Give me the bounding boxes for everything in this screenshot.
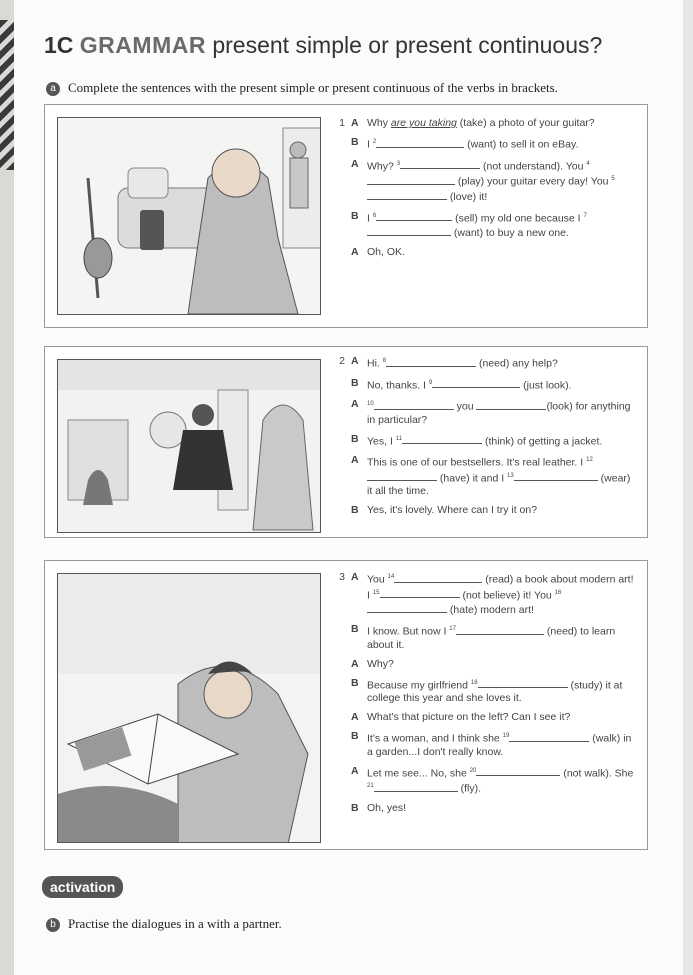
exercise-b-badge: b <box>46 918 60 932</box>
line-text: (read) a book about modern art! I <box>367 573 634 601</box>
gap-number: 13 <box>507 472 514 479</box>
answer-blank[interactable] <box>376 210 452 221</box>
answer-blank[interactable] <box>400 158 480 169</box>
gap-number: 7 <box>583 212 587 219</box>
topic-title: present simple or present continuous? <box>212 32 603 58</box>
line-text: (hate) modern art! <box>447 604 534 616</box>
dialogue-line <box>335 377 635 393</box>
line-text: (love) it! <box>447 190 488 203</box>
exercise-b-instruction <box>46 916 282 932</box>
dialogue-line <box>335 571 635 617</box>
line-text: Oh, yes! <box>367 801 407 814</box>
line-text: (fly). <box>457 782 482 795</box>
edge-stripes <box>0 20 14 170</box>
speaker-label: B <box>351 504 359 516</box>
answer-blank[interactable] <box>476 765 560 776</box>
gap-number: 6 <box>372 212 377 219</box>
line-text: I <box>367 212 373 224</box>
answer-blank[interactable] <box>367 470 437 481</box>
dialogue-line <box>335 117 635 130</box>
answer-blank[interactable] <box>509 731 589 742</box>
line-text: (play) your guitar every day! You <box>455 175 612 188</box>
speaker-label: A <box>351 398 359 410</box>
page-title <box>44 32 602 59</box>
section-label: GRAMMAR <box>79 32 206 58</box>
line-text: (wear) it all the time. <box>367 472 631 497</box>
gap-number: 5 <box>611 176 615 182</box>
speaker-label: A <box>351 355 359 367</box>
example-answer: are you taking <box>390 117 457 129</box>
speaker-label: A <box>351 711 359 723</box>
line-text: (look) for anything in particular? <box>367 400 631 426</box>
speaker-label: B <box>351 730 359 742</box>
gap-number: 3 <box>396 160 401 167</box>
dialogue-1-illustration <box>57 117 321 315</box>
speaker-label: B <box>351 432 359 445</box>
dialogue-1-box <box>44 104 648 328</box>
gap-number: 14 <box>387 574 395 580</box>
line-text: (have) it and I <box>437 472 508 484</box>
dialogue-line <box>335 623 635 652</box>
gap-number: 18 <box>470 679 478 686</box>
speaker-label: B <box>351 623 359 635</box>
gap-number: 10 <box>367 401 374 407</box>
gap-number: 8 <box>382 358 387 364</box>
dialogue-3-box <box>44 560 648 850</box>
dialogue-line <box>335 136 635 152</box>
speaker-label: A <box>351 117 359 129</box>
line-text: What's that picture on the left? Can I see it? <box>367 711 571 723</box>
dialogue-line <box>335 677 635 706</box>
answer-blank[interactable] <box>432 377 520 388</box>
line-text: (think) of getting a jacket. <box>482 435 603 447</box>
gap-number: 17 <box>449 626 456 632</box>
dialogue-line <box>335 802 635 815</box>
speaker-label: B <box>351 801 359 814</box>
answer-blank[interactable] <box>374 781 458 792</box>
dialogue-number: 2 <box>339 355 345 367</box>
speaker-label: B <box>351 209 359 222</box>
line-text: It's a woman, and I think she <box>367 732 503 745</box>
unit-number: 1C <box>44 32 74 58</box>
gap-number: 9 <box>428 379 433 386</box>
line-text: Oh, OK. <box>367 246 405 258</box>
answer-blank[interactable] <box>456 624 544 635</box>
dialogue-line <box>335 711 635 724</box>
exercise-a-text: Complete the sentences with the present simple or present continuous of the verbs in brackets. <box>68 80 558 95</box>
speaker-label: B <box>351 136 359 148</box>
line-text: Let me see... No, she <box>367 767 470 779</box>
line-text: Why? <box>367 657 394 670</box>
answer-blank[interactable] <box>374 399 454 410</box>
answer-blank[interactable] <box>478 677 568 688</box>
gap-number: 15 <box>372 589 380 596</box>
dialogue-line <box>335 504 635 517</box>
dialogue-line <box>335 246 635 259</box>
line-text: No, thanks. I <box>367 379 429 391</box>
dialogue-1-text <box>335 117 635 259</box>
line-text: (need) to learn about it. <box>367 625 616 651</box>
line-text: I know. But now I <box>367 625 450 638</box>
gap-number: 20 <box>469 767 477 774</box>
gap-number: 19 <box>502 733 510 739</box>
answer-blank[interactable] <box>514 470 598 481</box>
answer-blank[interactable] <box>380 587 460 598</box>
dialogue-3-text <box>335 571 635 815</box>
line-text: (need) any help? <box>476 357 558 370</box>
exercise-a-instruction <box>46 80 558 96</box>
line-text: (sell) my old one because I <box>452 212 584 224</box>
speaker-label: B <box>351 376 359 389</box>
dialogue-line <box>335 398 635 427</box>
dialogue-number: 3 <box>339 571 345 583</box>
line-text: (take) a photo of your guitar? <box>456 117 595 129</box>
dialogue-line <box>335 730 635 759</box>
line-text: (study) it at college this year and she loves it. <box>367 679 623 704</box>
speaker-label: A <box>351 157 359 170</box>
exercise-a-badge: a <box>46 82 60 96</box>
dialogue-line <box>335 433 635 449</box>
answer-blank[interactable] <box>386 356 476 367</box>
dialogue-2-text <box>335 355 635 517</box>
speaker-label: A <box>351 657 359 670</box>
answer-blank[interactable] <box>367 189 447 200</box>
dialogue-line <box>335 210 635 241</box>
gap-number: 2 <box>372 139 377 145</box>
answer-blank[interactable] <box>394 572 482 583</box>
gap-number: 12 <box>586 457 593 463</box>
answer-blank[interactable] <box>367 174 455 185</box>
activation-label: activation <box>42 876 123 898</box>
line-text: Why? <box>367 160 397 172</box>
line-text: (just look). <box>520 379 572 391</box>
line-text: Yes, I <box>367 435 396 447</box>
gap-number: 11 <box>395 435 403 442</box>
answer-blank[interactable] <box>376 137 464 148</box>
line-text: Why <box>367 117 391 129</box>
speaker-label: A <box>351 764 359 777</box>
line-text: Hi. <box>367 357 383 370</box>
line-text: You <box>367 573 388 586</box>
line-text: I <box>367 138 373 151</box>
page-right-edge <box>683 0 693 975</box>
dialogue-line <box>335 454 635 498</box>
dialogue-2-box <box>44 346 648 538</box>
line-text: This is one of our bestsellers. It's real leather. I <box>367 456 587 469</box>
answer-blank[interactable] <box>476 399 546 410</box>
speaker-label: A <box>351 454 359 466</box>
gap-number: 16 <box>554 589 562 596</box>
line-text: (not walk). She <box>560 767 634 779</box>
line-text: (want) to sell it on eBay. <box>464 138 579 151</box>
speaker-label: B <box>351 676 359 689</box>
line-text: (want) to buy a new one. <box>451 227 569 239</box>
dialogue-line <box>335 765 635 796</box>
line-text: you <box>453 400 477 413</box>
line-text: Because my girlfriend <box>367 679 471 691</box>
line-text: (walk) in a garden...I don't really know. <box>367 732 632 758</box>
answer-blank[interactable] <box>402 433 482 444</box>
answer-blank[interactable] <box>367 225 451 236</box>
line-text: (not believe) it! You <box>459 589 555 601</box>
dialogue-line <box>335 158 635 204</box>
line-text: Yes, it's lovely. Where can I try it on? <box>367 504 538 516</box>
speaker-label: A <box>351 571 359 583</box>
line-text: (not understand). You <box>480 160 587 172</box>
dialogue-2-illustration <box>57 359 321 533</box>
answer-blank[interactable] <box>367 602 447 613</box>
speaker-label: A <box>351 246 359 258</box>
dialogue-line <box>335 355 635 371</box>
page-binding-edge <box>0 0 14 975</box>
dialogue-3-illustration <box>57 573 321 843</box>
gap-number: 21 <box>367 783 374 789</box>
dialogue-line <box>335 658 635 671</box>
gap-number: 4 <box>586 160 590 167</box>
exercise-b-text: Practise the dialogues in a with a partner. <box>68 916 282 931</box>
dialogue-number: 1 <box>339 117 345 129</box>
